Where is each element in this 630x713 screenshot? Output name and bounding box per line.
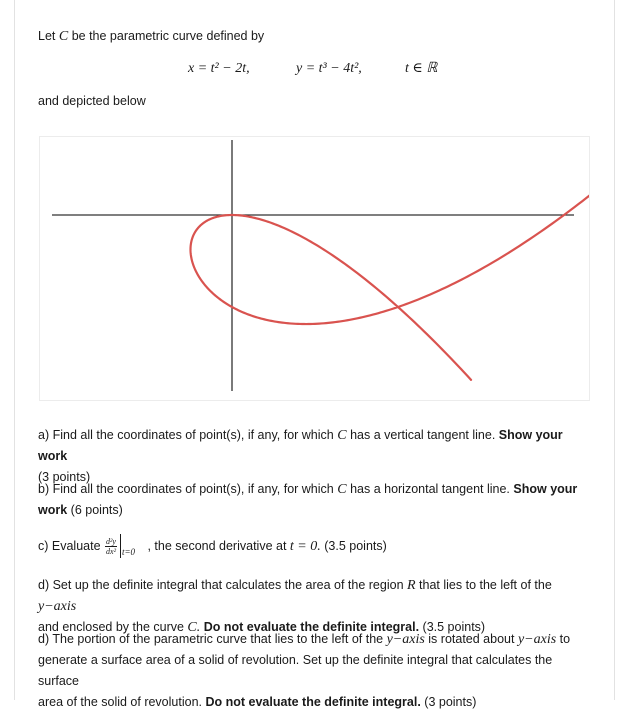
region-symbol: R xyxy=(407,578,416,593)
question-a-bold: Show your work xyxy=(38,428,563,463)
question-d-area-axis: y−axis xyxy=(38,599,77,614)
evaluation-point: t=0 xyxy=(121,546,136,557)
curve-plot xyxy=(40,137,589,400)
question-b-points: (6 points) xyxy=(70,503,123,517)
question-d-surface-prefix: d) The portion of the parametric curve that lies to the left of the xyxy=(38,632,384,646)
question-d-surface-bold: Do not evaluate the definite integral. xyxy=(205,695,421,709)
question-d-area-prefix: d) Set up the definite integral that calculates the area of the region xyxy=(38,578,404,592)
question-a-points: (3 points) xyxy=(38,470,91,484)
question-c-condition: t = 0. xyxy=(289,539,321,554)
question-d-surface-line3: area of the solid of revolution. xyxy=(38,695,202,709)
question-c-points: (3.5 points) xyxy=(324,539,387,553)
question-d-surface-axis2: y−axis xyxy=(517,632,557,647)
fraction-denominator: dx² xyxy=(106,547,116,557)
question-b xyxy=(38,479,593,521)
question-b-bold: Show your work xyxy=(38,482,578,517)
question-d-area-mid: that lies to the left of the xyxy=(419,578,552,592)
question-a-prefix: a) Find all the coordinates of point(s), if any, for which xyxy=(38,428,334,442)
question-b-prefix: b) Find all the coordinates of point(s), if any, for which xyxy=(38,482,334,496)
question-a-mid: has a vertical tangent line. xyxy=(350,428,496,442)
fraction-numerator: d²y xyxy=(106,537,116,547)
equation-y: y = t³ − 4t², xyxy=(296,61,362,76)
question-d-surface-mid: is rotated about xyxy=(428,632,515,646)
parametric-curve xyxy=(191,137,590,380)
curve-symbol: C xyxy=(58,29,69,44)
intro-lead: Let xyxy=(38,29,56,43)
question-d-area-symbol2: C. xyxy=(187,620,201,635)
question-c xyxy=(38,532,387,561)
intro-depicted: and depicted below xyxy=(38,94,146,108)
question-d-surface-to: to xyxy=(559,632,571,646)
second-derivative-fraction xyxy=(105,537,117,556)
equation-x: x = t² − 2t, xyxy=(188,61,250,76)
intro-line xyxy=(38,26,264,47)
curve-figure xyxy=(39,136,590,401)
evaluation-bar xyxy=(118,533,144,561)
equation-domain: t ∈ ℝ xyxy=(405,61,438,76)
question-d-surface-points: (3 points) xyxy=(424,695,477,709)
question-d-surface-line2: generate a surface area of a solid of revolution. Set up the definite integral that calculates the surface xyxy=(38,653,553,688)
question-c-mid: , the second derivative at xyxy=(147,539,287,553)
question-c-prefix: c) Evaluate xyxy=(38,539,101,553)
question-d-area-bold: Do not evaluate the definite integral. xyxy=(203,620,420,634)
question-d-surface-axis: y−axis xyxy=(386,632,425,647)
question-d-area-line2: and enclosed by the curve xyxy=(38,620,184,634)
question-d-area-points: (3.5 points) xyxy=(422,620,486,634)
intro-lead-rest: be the parametric curve defined by xyxy=(71,29,265,43)
question-d-surface xyxy=(38,629,593,713)
question-b-mid: has a horizontal tangent line. xyxy=(350,482,510,496)
question-b-symbol: C xyxy=(337,482,347,497)
question-a-symbol: C xyxy=(337,428,347,443)
